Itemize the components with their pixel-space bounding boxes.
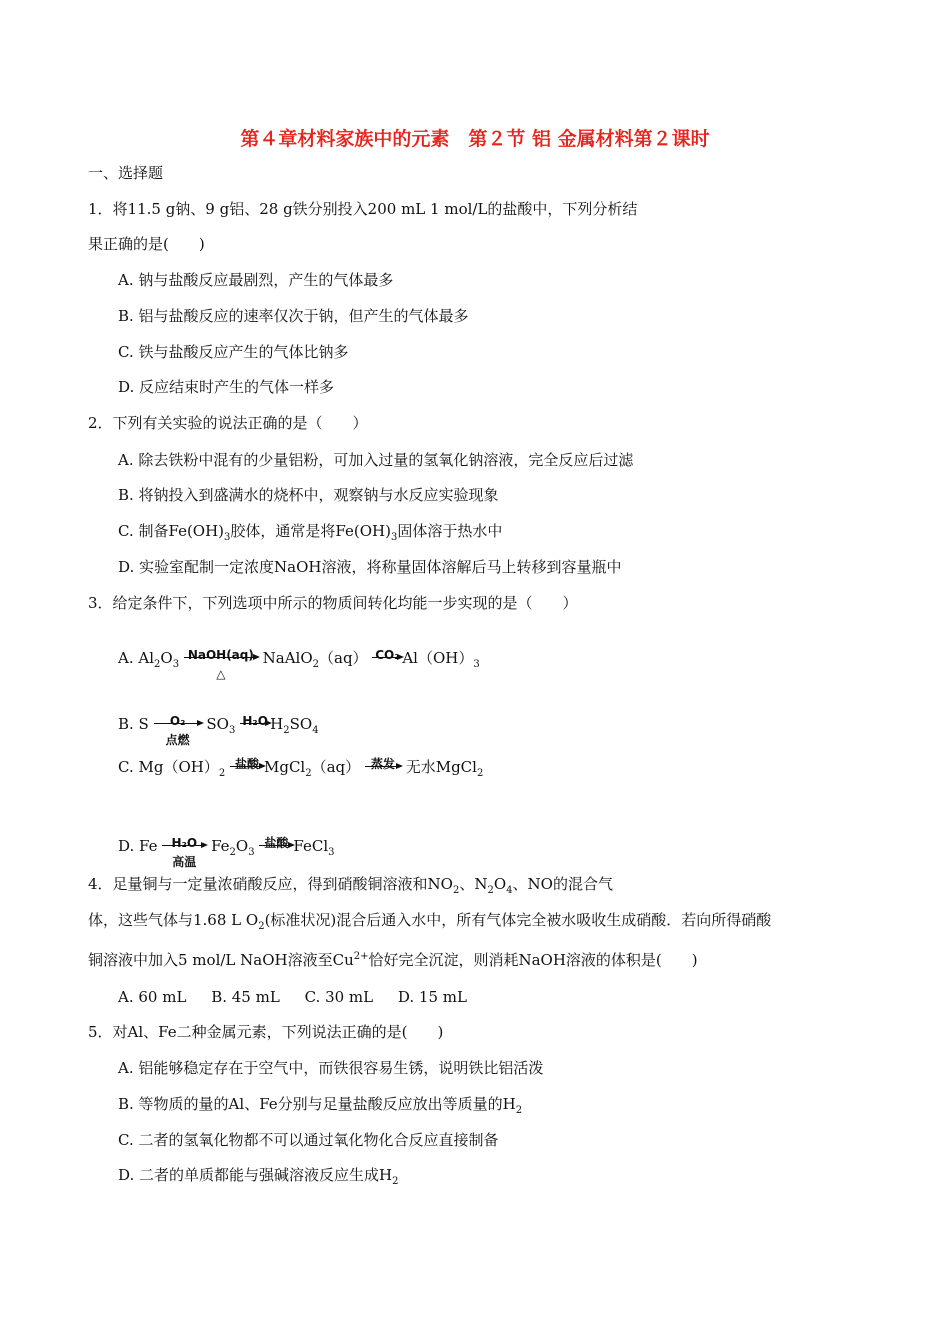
q4-stem-line2: 体，这些气体与1.68 L $O_2$(标准状况)混合后通入水中，所有气体完全被水吸收生成硝酸．若向所得硝酸	[88, 911, 772, 932]
q4-option-a: A. 60 mL	[118, 988, 187, 1006]
q5-option-c: C. 二者的氢氧化物都不可以通过氧化物化合反应直接制备	[118, 1131, 499, 1149]
reaction-arrow: CO₂	[372, 662, 402, 663]
q1-stem-line2: 果正确的是( )	[88, 235, 205, 253]
q3-option-d: D. Fe H₂O 高温 $Fe_2O_3$ 盐酸 FeCl$_3$	[118, 836, 335, 869]
q2-option-c: C. 制备$Fe(OH)_3$胶体，通常是将$Fe(OH)_3$固体溶于热水中	[118, 522, 503, 543]
q2-stem: 2．下列有关实验的说法正确的是（ ）	[88, 414, 368, 432]
q3-option-a: A. $Al_2O_3$ NaOH(aq) △ NaAlO$_2$（aq） CO₂ $Al(OH)_3$	[118, 648, 480, 681]
q5-option-d: D. 二者的单质都能与强碱溶液反应生成$H_2$	[118, 1166, 399, 1187]
q3-stem: 3．给定条件下，下列选项中所示的物质间转化均能一步实现的是（ ）	[88, 594, 578, 612]
q2-option-b: B. 将钠投入到盛满水的烧杯中，观察钠与水反应实验现象	[118, 486, 499, 504]
q1-stem-line1: 1．将11.5 g钠、9 g铝、28 g铁分别投入200 mL 1 mol/L的盐酸中，下列分析结	[88, 200, 638, 218]
q1-option-c: C. 铁与盐酸反应产生的气体比钠多	[118, 343, 349, 361]
q4-stem-line3: 铜溶液中加入5 mol/L NaOH溶液至$Cu^{2+}$恰好完全沉淀，则消耗NaOH溶液的体积是( )	[88, 951, 698, 969]
reaction-arrow: O₂ 点燃	[154, 728, 202, 729]
reaction-arrow: 盐酸	[259, 850, 293, 851]
q1-option-b: B. 铝与盐酸反应的速率仅次于钠，但产生的气体最多	[118, 307, 469, 325]
reaction-arrow: NaOH(aq) △	[184, 662, 258, 663]
q5-stem: 5．对Al、Fe二种金属元素，下列说法正确的是( )	[88, 1023, 444, 1041]
reaction-arrow: H₂O	[240, 728, 270, 729]
q5-option-a: A. 铝能够稳定存在于空气中，而铁很容易生锈，说明铁比铝活泼	[118, 1059, 544, 1077]
q5-option-b: B. 等物质的量的Al、Fe分别与足量盐酸反应放出等质量的$H_2$	[118, 1095, 523, 1116]
q2-option-d: D. 实验室配制一定浓度NaOH溶液，将称量固体溶解后马上转移到容量瓶中	[118, 558, 622, 576]
reaction-arrow: 盐酸	[230, 771, 264, 772]
q3-option-b: B. S O₂ 点燃 $SO_3$ H₂O $H_2SO_4$	[118, 714, 319, 747]
page-title: 第４章材料家族中的元素 第２节 铝 金属材料第２课时	[240, 128, 710, 150]
q3-option-c: C. $Mg(OH)_2$ 盐酸 MgCl$_2$（aq） 蒸发 无水MgCl$_2$	[118, 757, 484, 779]
q4-stem-line1: 4．足量铜与一定量浓硝酸反应，得到硝酸铜溶液和$NO_2$、$N_2O_4$、NO的混合气	[88, 875, 613, 896]
q2-option-a: A. 除去铁粉中混有的少量铝粉，可加入过量的氢氧化钠溶液，完全反应后过滤	[118, 451, 634, 469]
reaction-arrow: H₂O 高温	[162, 850, 206, 851]
q4-option-b: B. 45 mL	[211, 988, 280, 1006]
q1-option-d: D. 反应结束时产生的气体一样多	[118, 378, 335, 396]
q1-option-a: A. 钠与盐酸反应最剧烈，产生的气体最多	[118, 271, 394, 289]
q4-options	[118, 987, 467, 1007]
section-heading: 一、选择题	[88, 164, 164, 182]
q4-option-c: C. 30 mL	[304, 988, 374, 1006]
reaction-arrow: 蒸发	[365, 771, 401, 772]
q4-option-d: D. 15 mL	[397, 988, 467, 1006]
